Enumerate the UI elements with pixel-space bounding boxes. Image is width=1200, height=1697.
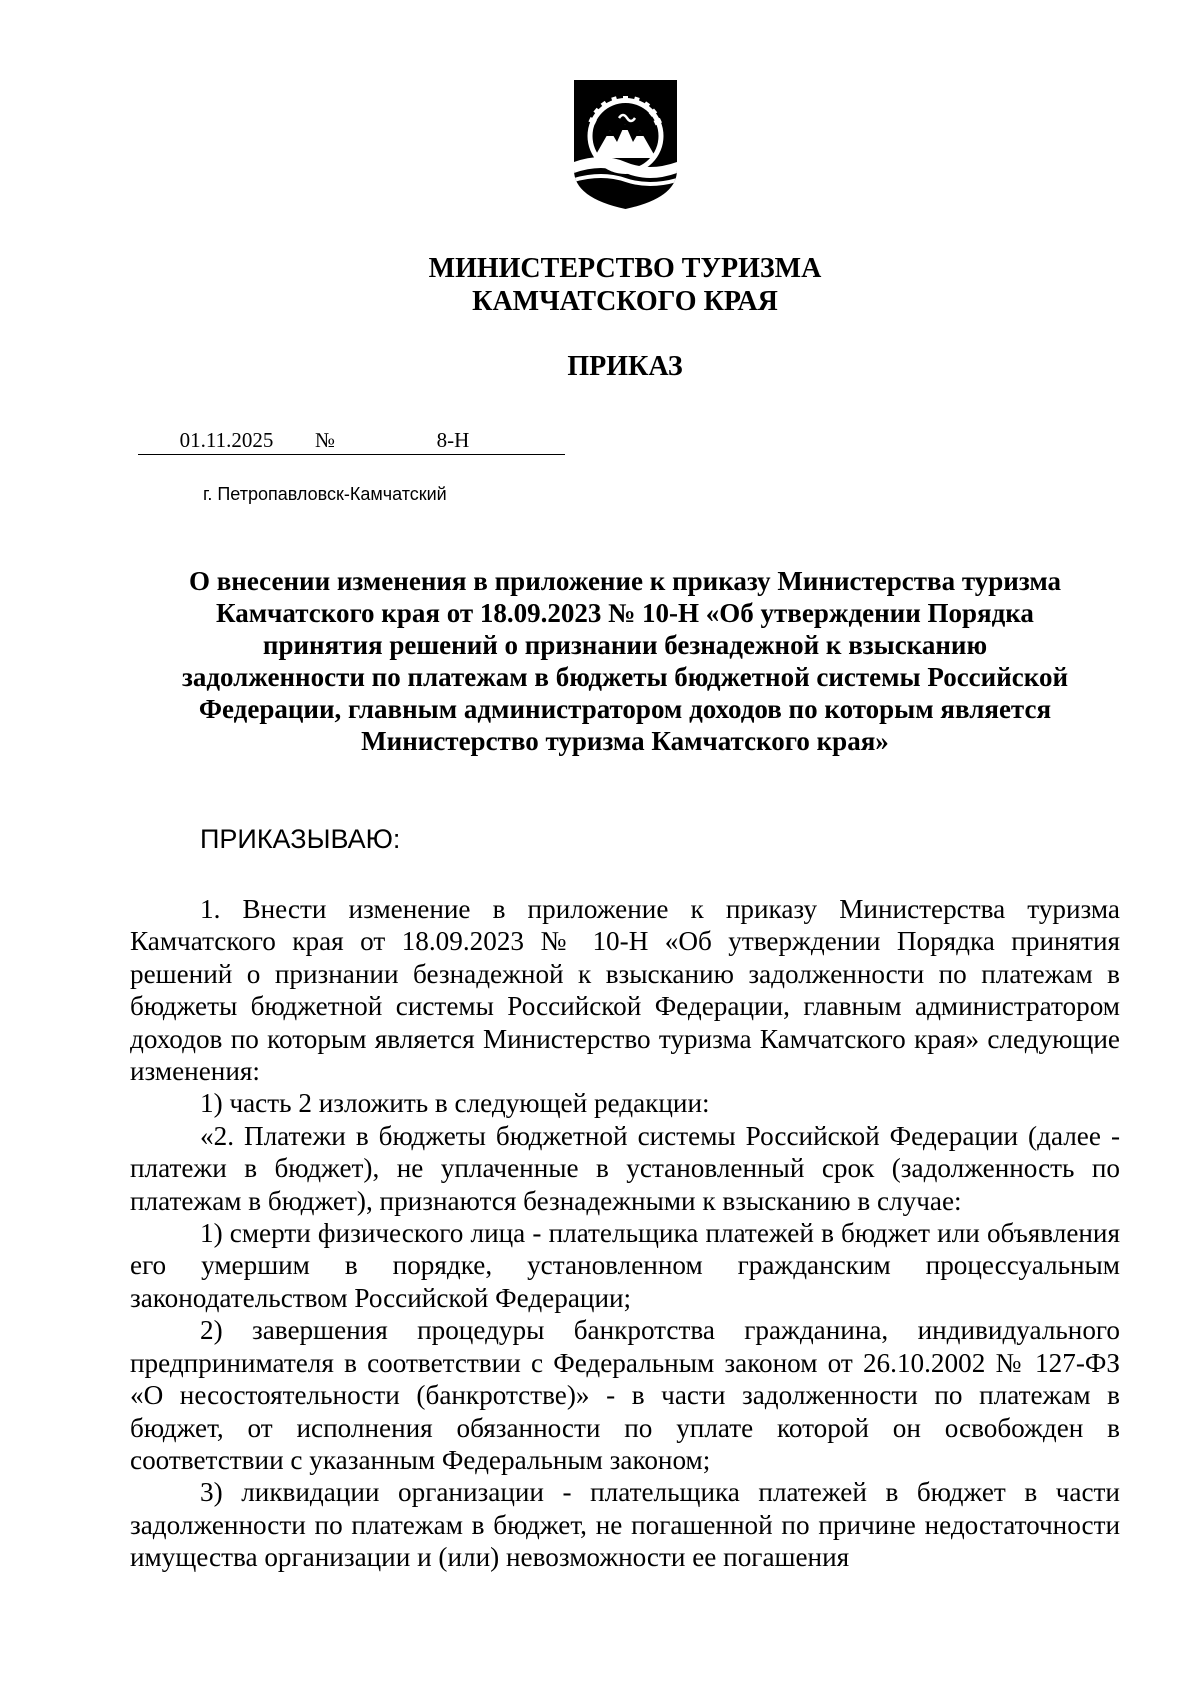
ministry-name-line1: МИНИСТЕРСТВО ТУРИЗМА	[428, 253, 822, 284]
order-date: 01.11.2025	[138, 428, 315, 455]
body-paragraph: 2) завершения процедуры банкротства гражданина, индивидуального предпринимателя в соответствии с Федеральным законом от 26.10.2002 № 127-ФЗ «О несостоятельности (банкротстве)» - в части задолженности по платежам в бюджет, от исполнения обязанности по уплате которой он освобожден в соответствии с указанным Федеральным законом;	[130, 1315, 1120, 1475]
command-word: ПРИКАЗЫВАЮ:	[200, 824, 401, 854]
body-paragraph: 1) смерти физического лица - плательщика платежей в бюджет или объявления его умершим в порядке, установленном гражданским процессуальным законодательством Российской Федерации;	[130, 1218, 1120, 1313]
body-paragraph: 1) часть 2 изложить в следующей редакции:	[200, 1088, 710, 1119]
city-name: г. Петропавловск-Камчатский	[203, 484, 447, 504]
heading-line: Камчатского края от 18.09.2023 № 10-Н «Об утверждении Порядка	[216, 598, 1034, 628]
document-body	[130, 893, 1120, 1574]
heading-line: Федерации, главным администратором доходов по которым является	[198, 694, 1052, 724]
body-paragraph: 1. Внести изменение в приложение к приказу Министерства туризма Камчатского края от 18.09.2023 № 10-Н «Об утверждении Порядка принятия решений о признании безнадежной к взысканию задолженности по платежам в бюджеты бюджетной системы Российской Федерации, главным администратором доходов по которым является Министерство туризма Камчатского края» следующие изменения:	[130, 894, 1120, 1087]
ministry-name-line2: КАМЧАТСКОГО КРАЯ	[472, 286, 778, 317]
body-paragraph: 3) ликвидации организации - плательщика платежей в бюджет в части задолженности по платежам в бюджет, не погашенной по причине недостаточности имущества организации и (или) невозможности ее погашения	[130, 1477, 1120, 1573]
document-heading	[130, 565, 1120, 757]
ministry-name	[0, 252, 1200, 318]
coat-of-arms-icon	[572, 78, 679, 211]
heading-line: принятия решений о признании безнадежной к взысканию	[262, 630, 988, 660]
heading-line: задолженности по платежам в бюджеты бюджетной системы Российской	[181, 662, 1069, 692]
order-number: 8-Н	[341, 428, 565, 455]
body-paragraph: «2. Платежи в бюджеты бюджетной системы Российской Федерации (далее - платежи в бюджет), не уплаченные в установленный срок (задолженность по платежам в бюджет), признаются безнадежными к взысканию в случае:	[130, 1120, 1120, 1216]
heading-line: О внесении изменения в приложение к приказу Министерства туризма	[188, 566, 1062, 596]
heading-line: Министерство туризма Камчатского края»	[361, 726, 889, 756]
number-sign: №	[315, 428, 341, 455]
document-type: ПРИКАЗ	[567, 351, 683, 382]
